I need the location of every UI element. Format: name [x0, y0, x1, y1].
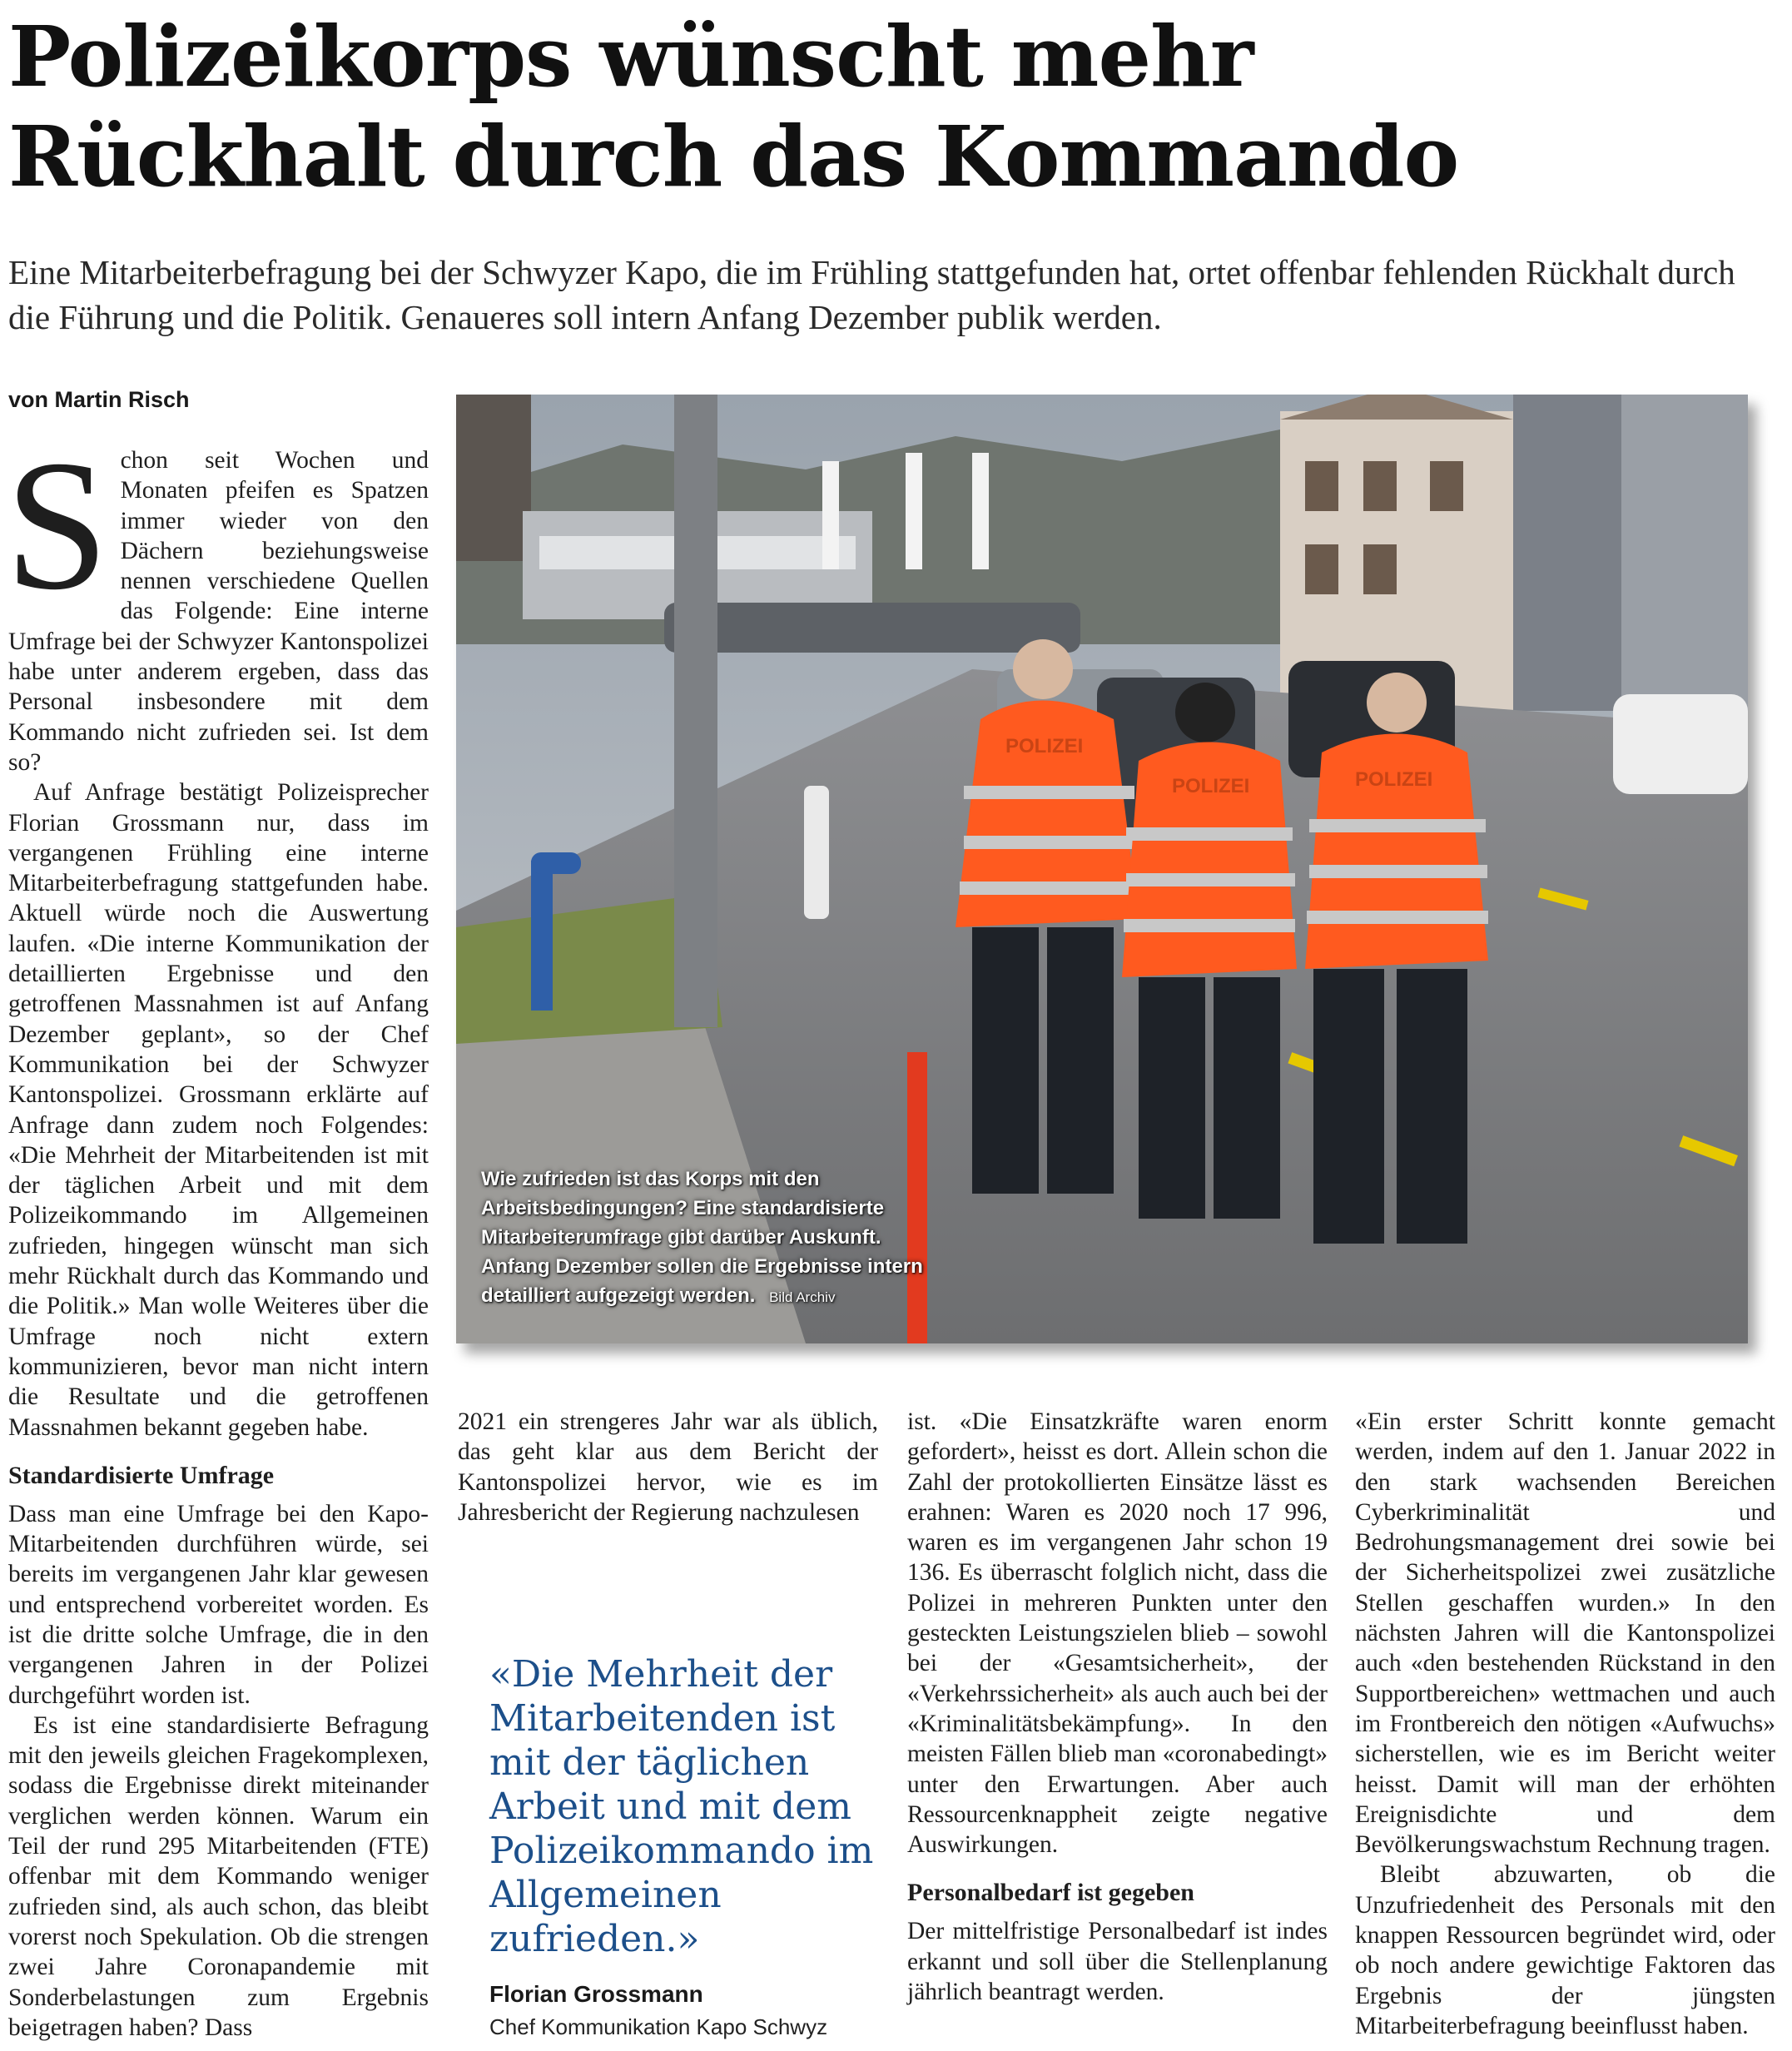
- article-column-2: [458, 1407, 878, 1527]
- paragraph: Es ist eine standardisierte Befragung mit den jeweils gleichen Fragekomplexen, sodass die Ergebnisse direkt miteinander verglichen werden können. Warum ein Teil der rund 295 Mitarbeitenden (FTE) offenbar mit dem Kommando weniger zufrieden sind, als auch schon, das bleibt vorerst noch Spekulation. Ob die strengen zwei Jahre Coronapandemie mit Sonderbelastungen zum Ergebnis beigetragen haben? Dass: [8, 1711, 429, 2041]
- svg-text:POLIZEI: POLIZEI: [1005, 735, 1084, 757]
- paragraph: ist. «Die Einsatzkräfte waren enorm gefordert», heisst es dort. Allein schon die Zahl der protokollierten Einsätze lässt es erahnen: Waren es 2020 noch 17 996, waren es im vergangenen Jahr schon 19 136. Es überrascht folglich nicht, dass die Polizei in mehreren Punkten unter den gesteckten Leistungszielen blieb – sowohl bei der «Gesamtsicherheit», der «Verkehrssicherheit» als auch auch bei der «Kriminalitätsbekämpfung». In den meisten Fällen blieb man «coronabedingt» unter den Erwartungen. Aber auch Ressourcenknappheit zeigte negative Auswirkungen.: [907, 1408, 1328, 1859]
- paragraph: Auf Anfrage bestätigt Polizeisprecher Florian Grossmann nur, dass im vergangenen Frühling eine interne Mitarbeiterbefragung stattgefunden habe. Aktuell würde noch die Auswertung laufen. «Die interne Kommunikation der detaillierten Ergebnisse und den getroffenen Massnahmen ist auf Anfang Dezember geplant», so der Chef Kommunikation bei der Schwyzer Kantonspolizei. Grossmann erklärte auf Anfrage dann zudem noch Folgendes: «Die Mehrheit der Mitarbeitenden ist mit der täglichen Arbeit und mit dem Polizeikommando im Allgemeinen zufrieden, hingegen wünscht man sich mehr Rückhalt durch das Kommando und die Politik.» Man wolle Weiteres über die Umfrage noch nicht extern kommunizieren, bevor man nicht intern die Resultate und die getroffenen Massnahmen bekannt gegeben habe.: [8, 779, 429, 1441]
- news-photo: [456, 395, 1748, 1343]
- headline: [8, 7, 1785, 206]
- subheading: Personalbedarf ist gegeben: [907, 1879, 1194, 1907]
- paragraph: 2021 ein strengeres Jahr war als üblich, das geht klar aus dem Bericht der Kantonspolizei hervor, wie es im Jahresbericht der Regierung nachzulesen: [458, 1408, 878, 1526]
- article-column-3: [907, 1407, 1328, 2007]
- pull-quote-role: Chef Kommunikation Kapo Schwyz: [489, 2014, 828, 2039]
- headline-line-1: Polizeikorps wünscht mehr: [8, 7, 1253, 106]
- photo-caption: [481, 1165, 947, 1312]
- article-column-4: [1355, 1407, 1775, 2041]
- lead-paragraph: Eine Mitarbeiterbefragung bei der Schwyzer Kapo, die im Frühling stattgefunden hat, ortet offenbar fehlenden Rückhalt durch die Führung und die Politik. Genaueres soll intern Anfang Dezember publik werden.: [8, 253, 1735, 336]
- byline: von Martin Risch: [8, 387, 190, 412]
- police-officer-figure: [1305, 673, 1488, 1244]
- paragraph: Dass man eine Umfrage bei den Kapo-Mitarbeitenden durchführen würde, sei bereits im vergangenen Jahr klar gewesen und entsprechend vorbereitet worden. Es ist die dritte solche Umfrage, die in den vergangenen Jahren in der Polizei durchgeführt worden ist.: [8, 1500, 429, 1709]
- police-officer-figure: [956, 639, 1139, 1194]
- headline-line-2: Rückhalt durch das Kommando: [8, 107, 1459, 206]
- subheading: Standardisierte Umfrage: [8, 1461, 275, 1489]
- paragraph: chon seit Wochen und Monaten pfeifen es Spatzen immer wieder von den Dächern beziehungsweise nennen verschiedene Quellen das Folgende: Eine interne Umfrage bei der Schwyzer Kantonspolizei habe unter anderem ergeben, dass das Personal insbesondere mit dem Kommando nicht zufrieden sei. Ist dem so?: [8, 447, 429, 776]
- pull-quote-author: Florian Grossmann: [489, 1981, 703, 2007]
- svg-text:POLIZEI: POLIZEI: [1172, 775, 1250, 797]
- photo-credit: Bild Archiv: [769, 1289, 836, 1305]
- paragraph: «Ein erster Schritt konnte gemacht werden, indem auf den 1. Januar 2022 in den stark wachsenden Bereichen Cyberkriminalität und Bedrohungsmanagement drei sowie bei der Sicherheitspolizei zwei zusätzliche Stellen geschaffen wurden.» In den nächsten Jahren will die Kantonspolizei auch «den bestehenden Rückstand in den Supportbereichen» wettmachen und auch im Frontbereich den nötigen «Aufwuchs» sicherstellen, wie es im Bericht weiter heisst. Damit will man der erhöhten Ereignisdichte und dem Bevölkerungswachstum Rechnung tragen.: [1355, 1408, 1775, 1859]
- pull-quote: «Die Mehrheit der Mitarbeitenden ist mit der täglichen Arbeit und mit dem Polizeikommando im Allgemeinen zufrieden.»: [489, 1653, 874, 1960]
- paragraph: Der mittelfristige Personalbedarf ist indes erkannt und soll über die Stellenplanung jährlich beantragt werden.: [907, 1918, 1328, 2006]
- article-column-1: [5, 422, 429, 2043]
- drop-cap: S: [5, 422, 109, 628]
- paragraph: Bleibt abzuwarten, ob die Unzufriedenheit des Personals mit den knappen Ressourcen begründet wird, oder ob noch andere gewichtige Faktoren das Ergebnis der jüngsten Mitarbeiterbefragung beeinflusst haben.: [1355, 1861, 1775, 2039]
- photo-caption-text: Wie zufrieden ist das Korps mit den Arbeitsbedingungen? Eine standardisierte Mitarbeiterumfrage gibt darüber Auskunft. Anfang Dezember sollen die Ergebnisse intern detailliert aufgezeigt werden.: [481, 1168, 923, 1307]
- svg-text:POLIZEI: POLIZEI: [1355, 768, 1433, 791]
